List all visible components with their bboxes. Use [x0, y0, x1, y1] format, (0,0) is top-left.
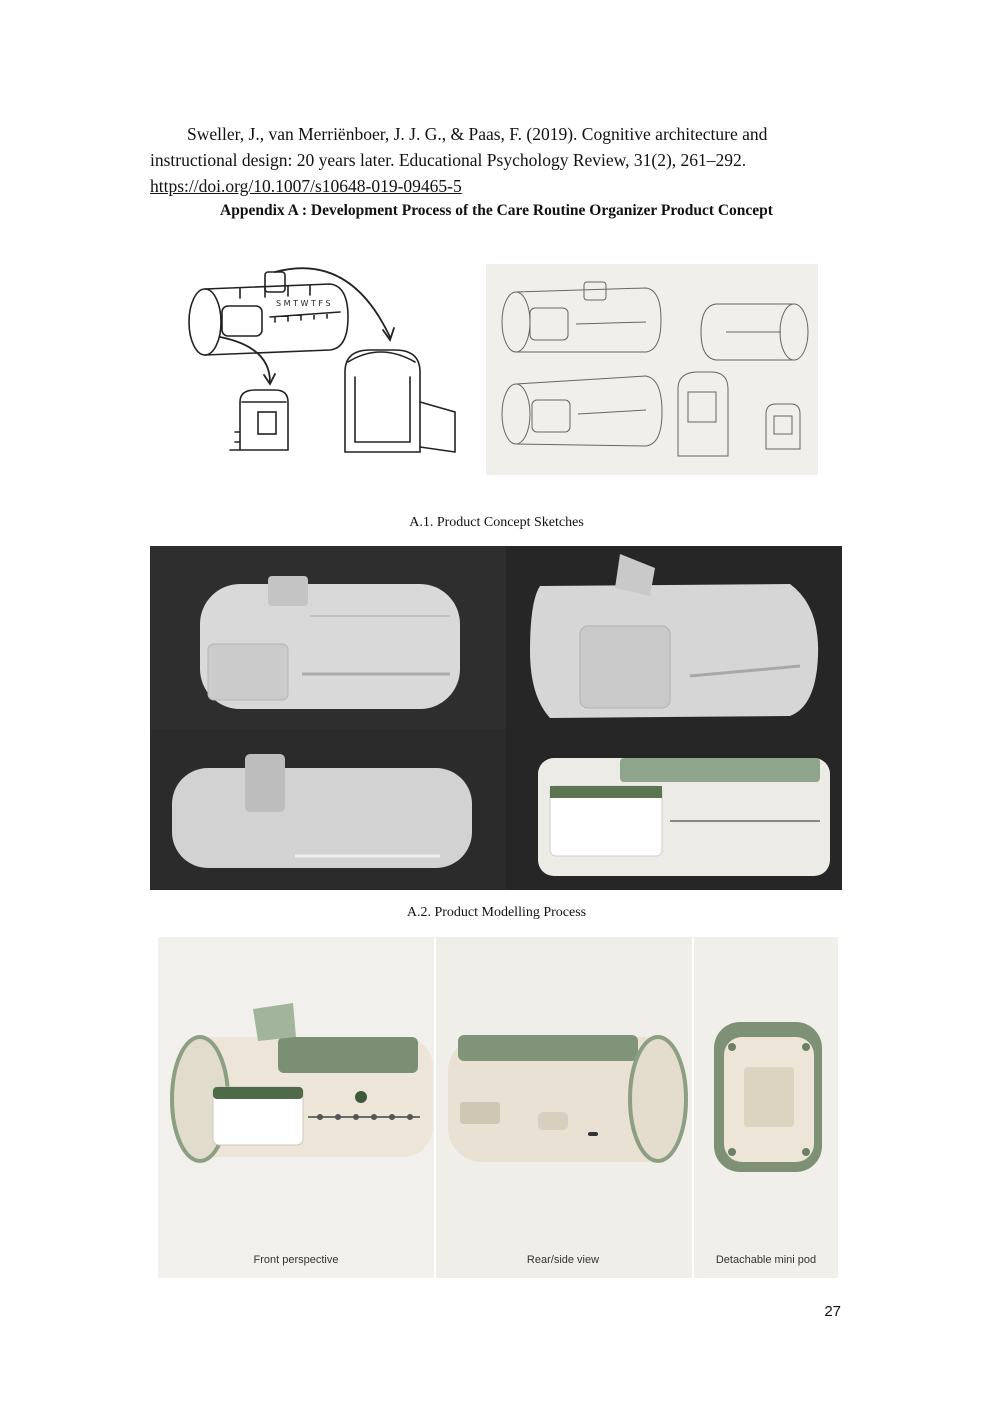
page-number: 27 — [824, 1303, 841, 1320]
appendix-heading: Appendix A : Development Process of the Care Routine Organizer Product Concept — [220, 202, 773, 219]
detachable-mini-pod-label: Detachable mini pod — [715, 1254, 817, 1266]
svg-text:S M T W T F S: S M T W T F S — [276, 299, 331, 308]
reference-line-1: Sweller, J., van Merriënboer, J. J. G., & Paas, F. (2019). Cognitive architecture and — [187, 124, 768, 144]
front-perspective-label: Front perspective — [253, 1254, 339, 1266]
modelling-process-grid — [150, 546, 842, 890]
figure-a1-caption: A.1. Product Concept Sketches — [409, 515, 584, 530]
doi-link[interactable]: https://doi.org/10.1007/s10648-019-09465-5 — [150, 176, 462, 196]
concept-sketch-rendered — [486, 264, 818, 475]
final-product-views — [158, 937, 838, 1278]
figure-a2-caption: A.2. Product Modelling Process — [406, 905, 587, 920]
reference-entry — [150, 121, 850, 199]
rear-side-view-label: Rear/side view — [526, 1254, 600, 1266]
reference-line-2: instructional design: 20 years later. Educational Psychology Review, 31(2), 261–292. — [150, 150, 747, 170]
concept-sketch-hand — [180, 262, 465, 467]
